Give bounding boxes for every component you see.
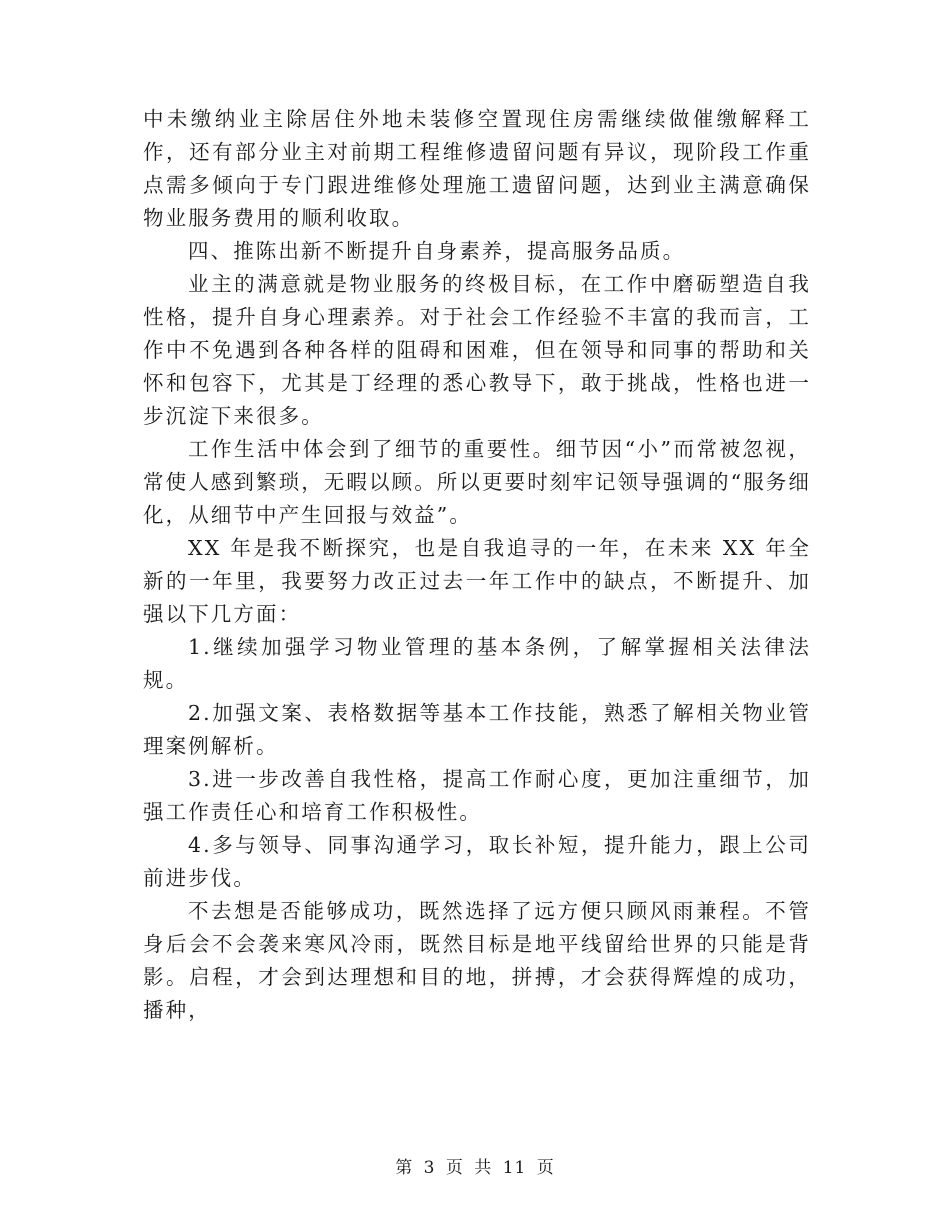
list-item-3: 3.进一步改善自我性格，提高工作耐心度，更加注重细节，加强工作责任心和培育工作积极性。: [143, 767, 811, 824]
paragraph-4: 工作生活中体会到了细节的重要性。细节因“小”而常被忽视，常使人感到繁琐，无暇以顾。所以更要时刻牢记领导强调的“服务细化，从细节中产生回报与效益”。: [143, 437, 811, 527]
section-heading-4: 四、推陈出新不断提升自身素养，提高服务品质。: [188, 239, 686, 263]
paragraph-1: 中未缴纳业主除居住外地未装修空置现住房需继续做催缴解释工作，还有部分业主对前期工程维修遗留问题有异议，现阶段工作重点需多倾向于专门跟进维修处理施工遗留问题，达到业主满意确保物业服务费用的顺利收取。: [143, 107, 811, 230]
page-number-footer: 第 3 页 共 11 页: [395, 1158, 555, 1178]
list-item-1: 1.继续加强学习物业管理的基本条例，了解掌握相关法律法规。: [143, 635, 811, 692]
paragraph-10: 不去想是否能够成功，既然选择了远方便只顾风雨兼程。不管身后会不会袭来寒风冷雨，既然目标是地平线留给世界的只能是背影。启程，才会到达理想和目的地，拼搏，才会获得辉煌的成功，播种，: [143, 899, 811, 1022]
list-item-2: 2.加强文案、表格数据等基本工作技能，熟悉了解相关物业管理案例解析。: [143, 701, 811, 758]
paragraph-5: XX 年是我不断探究，也是自我追寻的一年，在未来 XX 年全新的一年里，我要努力改正过去一年工作中的缺点，不断提升、加强以下几方面：: [143, 536, 811, 626]
list-item-4: 4.多与领导、同事沟通学习，取长补短，提升能力，跟上公司前进步伐。: [143, 833, 811, 890]
document-body: [143, 103, 811, 1027]
paragraph-3: 业主的满意就是物业服务的终极目标，在工作中磨砺塑造自我性格，提升自身心理素养。对于社会工作经验不丰富的我而言，工作中不免遇到各种各样的阻碍和困难，但在领导和同事的帮助和关怀和包容下，尤其是丁经理的悉心教导下，敢于挑战，性格也进一步沉淀下来很多。: [143, 272, 811, 428]
